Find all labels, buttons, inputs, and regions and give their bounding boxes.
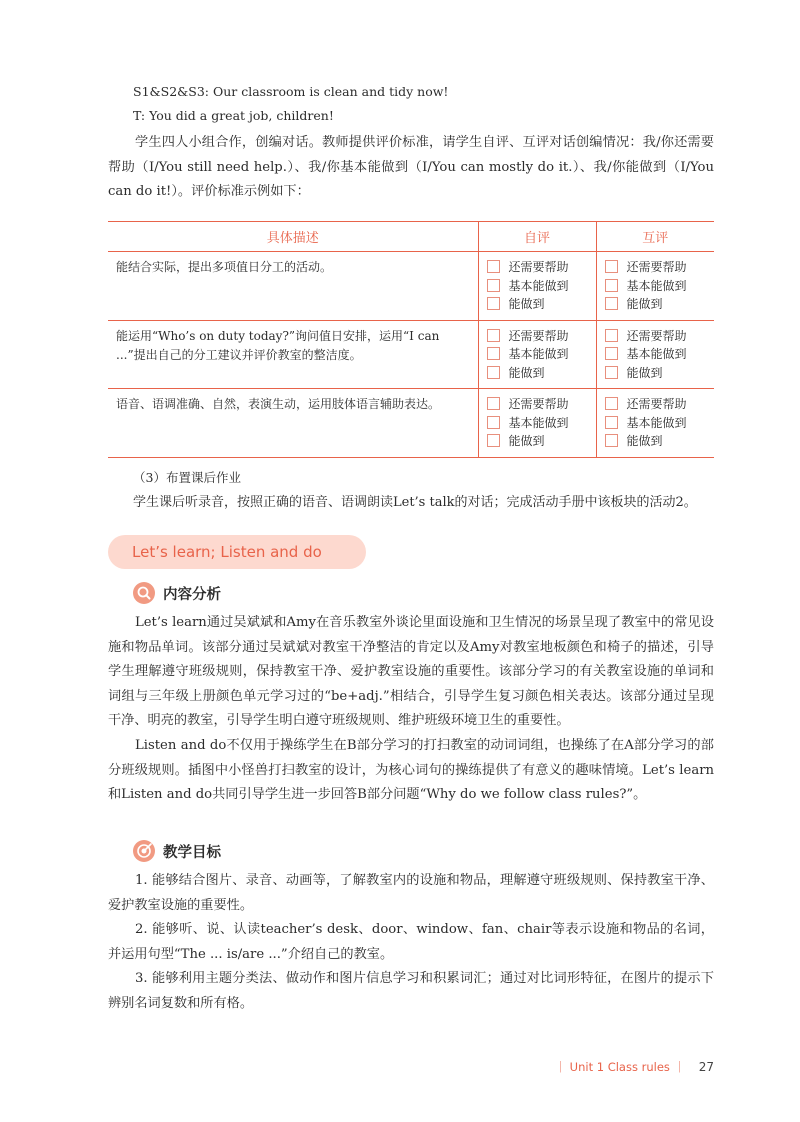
header-self-eval: 自评 [478, 222, 596, 252]
checkbox-option[interactable]: 能做到 [487, 295, 588, 314]
checkbox-icon[interactable] [605, 366, 618, 379]
header-description: 具体描述 [108, 222, 478, 252]
checkbox-icon[interactable] [605, 297, 618, 310]
checkbox-icon[interactable] [605, 397, 618, 410]
checkbox-icon[interactable] [487, 366, 500, 379]
checkbox-icon[interactable] [487, 397, 500, 410]
dialogue-line-teacher: T: You did a great job, children! [133, 108, 334, 123]
checkbox-option[interactable]: 能做到 [605, 295, 707, 314]
table-row [108, 389, 714, 458]
peer-eval-options [596, 252, 714, 321]
evaluation-table [108, 221, 714, 458]
self-eval-options [478, 320, 596, 389]
homework-heading: （3）布置课后作业 [133, 470, 241, 485]
page-footer [555, 1059, 714, 1075]
homework-text: 学生课后听录音，按照正确的语音、语调朗读Let’s talk的对话；完成活动手册中该板块的活动2。 [133, 495, 697, 510]
target-icon [133, 840, 155, 862]
teaching-goals-title: 教学目标 [163, 844, 221, 861]
checkbox-option[interactable]: 还需要帮助 [605, 258, 707, 277]
checkbox-icon[interactable] [605, 434, 618, 447]
checkbox-option[interactable]: 能做到 [487, 364, 588, 383]
analysis-paragraph-2: Listen and do不仅用于操练学生在B部分学习的打扫教室的动词词组，也操练了在A部分学习的部分班级规则。插图中小怪兽打扫教室的设计，为核心词句的操练提供了有意义的趣味情境。Let’s learn和Listen and do共同引导学生进一步回答B部分问题“Why do we follow class rules?”。 [108, 738, 714, 803]
checkbox-icon[interactable] [487, 416, 500, 429]
search-icon [133, 582, 155, 604]
checkbox-icon[interactable] [605, 347, 618, 360]
checkbox-icon[interactable] [487, 279, 500, 292]
checkbox-option[interactable]: 基本能做到 [487, 277, 588, 296]
content-analysis-heading [133, 582, 221, 604]
table-row [108, 252, 714, 321]
table-row [108, 320, 714, 389]
checkbox-option[interactable]: 还需要帮助 [605, 327, 707, 346]
checkbox-icon[interactable] [487, 297, 500, 310]
dialogue-line-s1s2s3: S1&S2&S3: Our classroom is clean and tidy now! [133, 84, 449, 99]
peer-eval-options [596, 389, 714, 458]
checkbox-option[interactable]: 能做到 [605, 432, 707, 451]
page-number: 27 [698, 1060, 714, 1074]
table-header-row [108, 222, 714, 252]
checkbox-icon[interactable] [605, 279, 618, 292]
checkbox-option[interactable]: 基本能做到 [605, 345, 707, 364]
checkbox-option[interactable]: 基本能做到 [605, 277, 707, 296]
checkbox-option[interactable]: 还需要帮助 [487, 258, 588, 277]
analysis-paragraph-1: Let’s learn通过吴斌斌和Amy在音乐教室外谈论里面设施和卫生情况的场景呈现了教室中的常见设施和物品单词。该部分通过吴斌斌对教室干净整洁的肯定以及Amy对教室地板颜色和椅子的描述，引导学生理解遵守班级规则，保持教室干净、爱护教室设施的重要性。该部分学习的有关教室设施的单词和词组与三年级上册颜色单元学习过的“be+adj.”相结合，引导学生复习颜色相关表达。该部分通过呈现干净、明亮的教室，引导学生明白遵守班级规则、维护班级环境卫生的重要性。 [108, 615, 714, 729]
goal-3: 3. 能够利用主题分类法、做动作和图片信息学习和积累词汇；通过对比词形特征，在图片的提示下辨别名词复数和所有格。 [108, 971, 714, 1011]
checkbox-icon[interactable] [487, 347, 500, 360]
self-eval-options [478, 389, 596, 458]
goal-2: 2. 能够听、说、认读teacher’s desk、door、window、fan、chair等表示设施和物品的名词，并运用句型“The ... is/are ...”介绍自己的教室。 [108, 922, 714, 962]
checkbox-option[interactable]: 基本能做到 [487, 345, 588, 364]
checkbox-icon[interactable] [605, 260, 618, 273]
checkbox-option[interactable]: 能做到 [487, 432, 588, 451]
checkbox-option[interactable]: 基本能做到 [487, 414, 588, 433]
checkbox-icon[interactable] [605, 416, 618, 429]
checkbox-icon[interactable] [487, 329, 500, 342]
row-description: 语音、语调准确、自然，表演生动，运用肢体语言辅助表达。 [108, 389, 478, 458]
evaluation-intro-paragraph: 学生四人小组合作，创编对话。教师提供评价标准，请学生自评、互评对话创编情况：我/你还需要帮助（I/You still need help.）、我/你基本能做到（I/You can mostly do it.）、我/你能做到（I/You can do it!）。评价标准示例如下： [108, 135, 714, 200]
row-description: 能运用“Who’s on duty today?”询问值日安排，运用“I can ...”提出自己的分工建议并评价教室的整洁度。 [108, 320, 478, 389]
checkbox-icon[interactable] [487, 260, 500, 273]
checkbox-option[interactable]: 还需要帮助 [487, 327, 588, 346]
teaching-goals-heading [133, 840, 221, 862]
checkbox-option[interactable]: 还需要帮助 [605, 395, 707, 414]
unit-label: ｜ Unit 1 Class rules ｜ [554, 1060, 686, 1074]
checkbox-option[interactable]: 还需要帮助 [487, 395, 588, 414]
content-analysis-title: 内容分析 [163, 586, 221, 603]
row-description: 能结合实际，提出多项值日分工的活动。 [108, 252, 478, 321]
goal-1: 1. 能够结合图片、录音、动画等，了解教室内的设施和物品，理解遵守班级规则、保持教室干净、爱护教室设施的重要性。 [108, 873, 714, 913]
self-eval-options [478, 252, 596, 321]
section-banner: Let’s learn; Listen and do [108, 535, 366, 569]
checkbox-icon[interactable] [605, 329, 618, 342]
checkbox-option[interactable]: 基本能做到 [605, 414, 707, 433]
checkbox-option[interactable]: 能做到 [605, 364, 707, 383]
peer-eval-options [596, 320, 714, 389]
checkbox-icon[interactable] [487, 434, 500, 447]
header-peer-eval: 互评 [596, 222, 714, 252]
